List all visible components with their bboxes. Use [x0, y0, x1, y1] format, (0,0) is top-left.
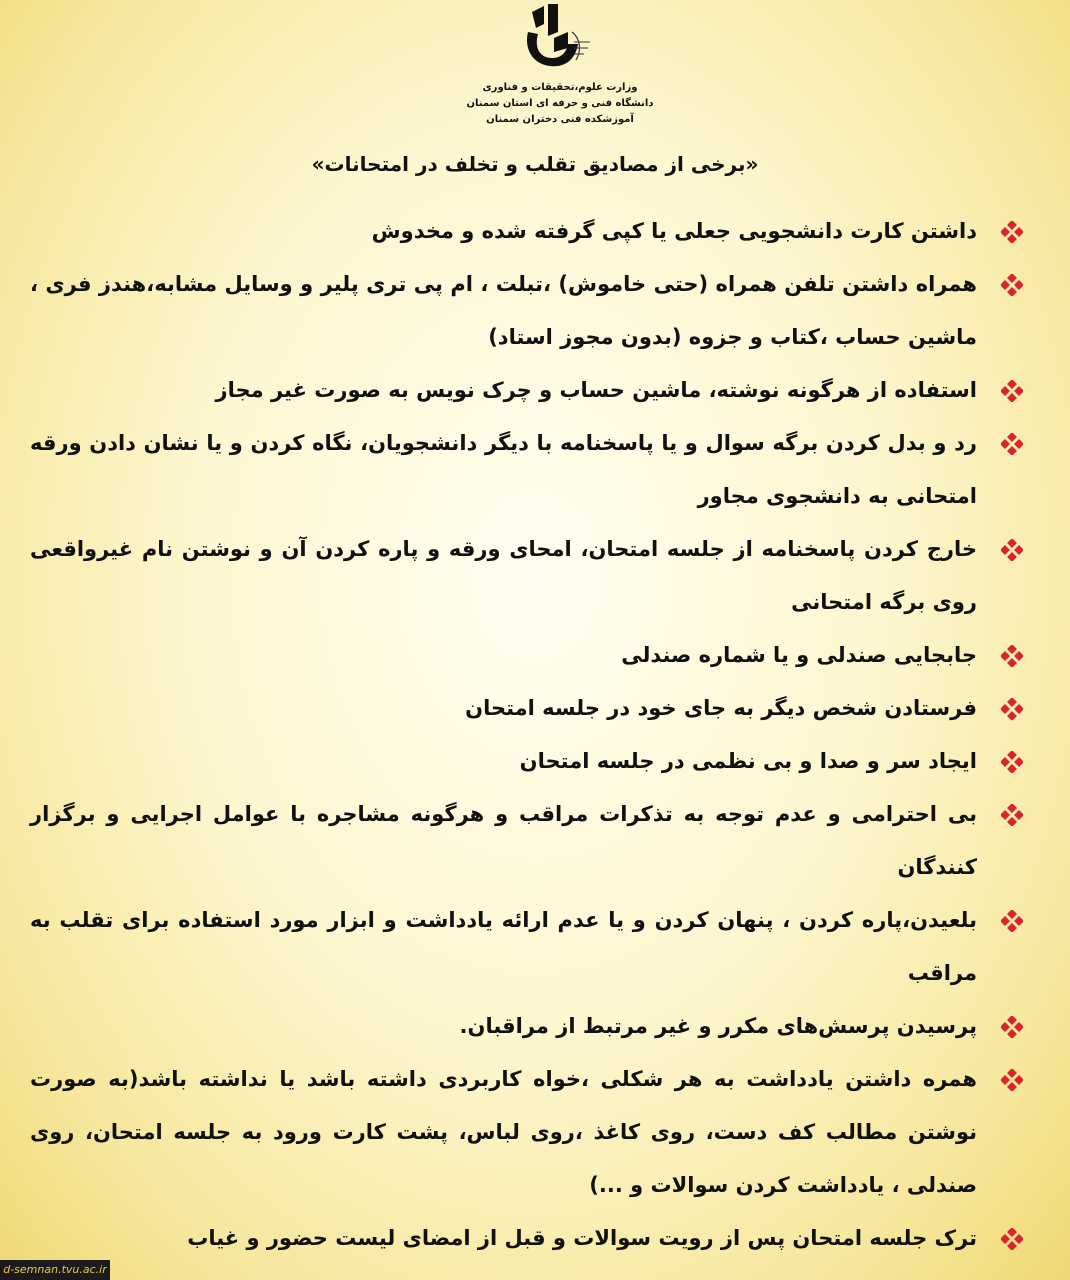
- list-item-text: ایجاد سر و صدا و بی نظمی در جلسه امتحان: [519, 749, 977, 773]
- list-item-text: پرسیدن پرسش‌های مکرر و غیر مرتبط از مراقبان.: [459, 1014, 977, 1038]
- diamond-dots-icon: [1001, 804, 1023, 826]
- list-item-text: ترک جلسه امتحان پس از رویت سوالات و قبل از امضای لیست حضور و غیاب: [187, 1226, 977, 1250]
- list-item: [30, 735, 1025, 788]
- diamond-dots-icon: [1001, 645, 1023, 667]
- list-item: [30, 523, 1025, 629]
- list-item-text: رد و بدل کردن برگه سوال و یا پاسخنامه با دیگر دانشجویان، نگاه کردن و یا نشان دادن ورقه امتحانی به دانشجوی مجاور: [30, 431, 977, 508]
- diamond-dots-icon: [1001, 221, 1023, 243]
- list-item: [30, 364, 1025, 417]
- list-item-text: فرستادن شخص دیگر به جای خود در جلسه امتحان: [465, 696, 977, 720]
- list-item-text: داشتن کارت دانشجویی جعلی یا کپی گرفته شده و مخدوش: [371, 219, 977, 243]
- ministry-name: وزارت علوم،تحقیقات و فناوری: [482, 82, 638, 93]
- diamond-dots-icon: [1001, 910, 1023, 932]
- list-item: [30, 1000, 1025, 1053]
- list-item-text: بی احترامی و عدم توجه به تذکرات مراقب و هرگونه مشاجره با عوامل اجرایی و برگزار کنندگان: [30, 802, 977, 879]
- diamond-dots-icon: [1001, 1228, 1023, 1250]
- college-name: آموزشکده فنی دختران سمنان: [486, 114, 634, 125]
- list-item: [30, 1053, 1025, 1212]
- diamond-dots-icon: [1001, 380, 1023, 402]
- university-logo-icon: [510, 2, 600, 78]
- diamond-dots-icon: [1001, 539, 1023, 561]
- list-item: [30, 629, 1025, 682]
- list-item-text: جابجایی صندلی و یا شماره صندلی: [621, 643, 977, 667]
- list-item: [30, 788, 1025, 894]
- list-item-text: همره داشتن یادداشت به هر شکلی ،خواه کاربردی داشته باشد یا نداشته باشد(به صورت نوشتن مطالب کف دست، روی کاغذ ،روی لباس، پشت کارت ورود به جلسه امتحان، روی صندلی ، یادداشت کردن سوالات و ...): [30, 1067, 977, 1197]
- list-item-text: همراه داشتن تلفن همراه (حتی خاموش) ،تبلت ، ام پی تری پلیر و وسایل مشابه،هندز فری ، ماشین حساب ،کتاب و جزوه (بدون مجوز استاد): [30, 272, 977, 349]
- list-item-text: استفاده از هرگونه نوشته، ماشین حساب و چرک نویس به صورت غیر مجاز: [215, 378, 977, 402]
- diamond-dots-icon: [1001, 1069, 1023, 1091]
- list-item: [30, 417, 1025, 523]
- violations-list: [30, 205, 1025, 1265]
- list-item: [30, 258, 1025, 364]
- list-item: [30, 894, 1025, 1000]
- institution-header: [0, 80, 1070, 128]
- list-item-text: بلعیدن،پاره کردن ، پنهان کردن و یا عدم ارائه یادداشت و ابزار مورد استفاده برای تقلب به مراقب: [30, 908, 977, 985]
- diamond-dots-icon: [1001, 1016, 1023, 1038]
- page-title: «برخی از مصادیق تقلب و تخلف در امتحانات»: [311, 152, 759, 176]
- diamond-dots-icon: [1001, 274, 1023, 296]
- list-item: [30, 682, 1025, 735]
- university-name: دانشگاه فنی و حرفه ای استان سمنان: [466, 98, 654, 109]
- diamond-dots-icon: [1001, 698, 1023, 720]
- list-item: [30, 205, 1025, 258]
- diamond-dots-icon: [1001, 433, 1023, 455]
- website-url: d-semnan.tvu.ac.ir: [0, 1260, 110, 1280]
- diamond-dots-icon: [1001, 751, 1023, 773]
- list-item: [30, 1212, 1025, 1265]
- list-item-text: خارج کردن پاسخنامه از جلسه امتحان، امحای ورقه و پاره کردن آن و نوشتن نام غیرواقعی روی برگه امتحانی: [30, 537, 977, 614]
